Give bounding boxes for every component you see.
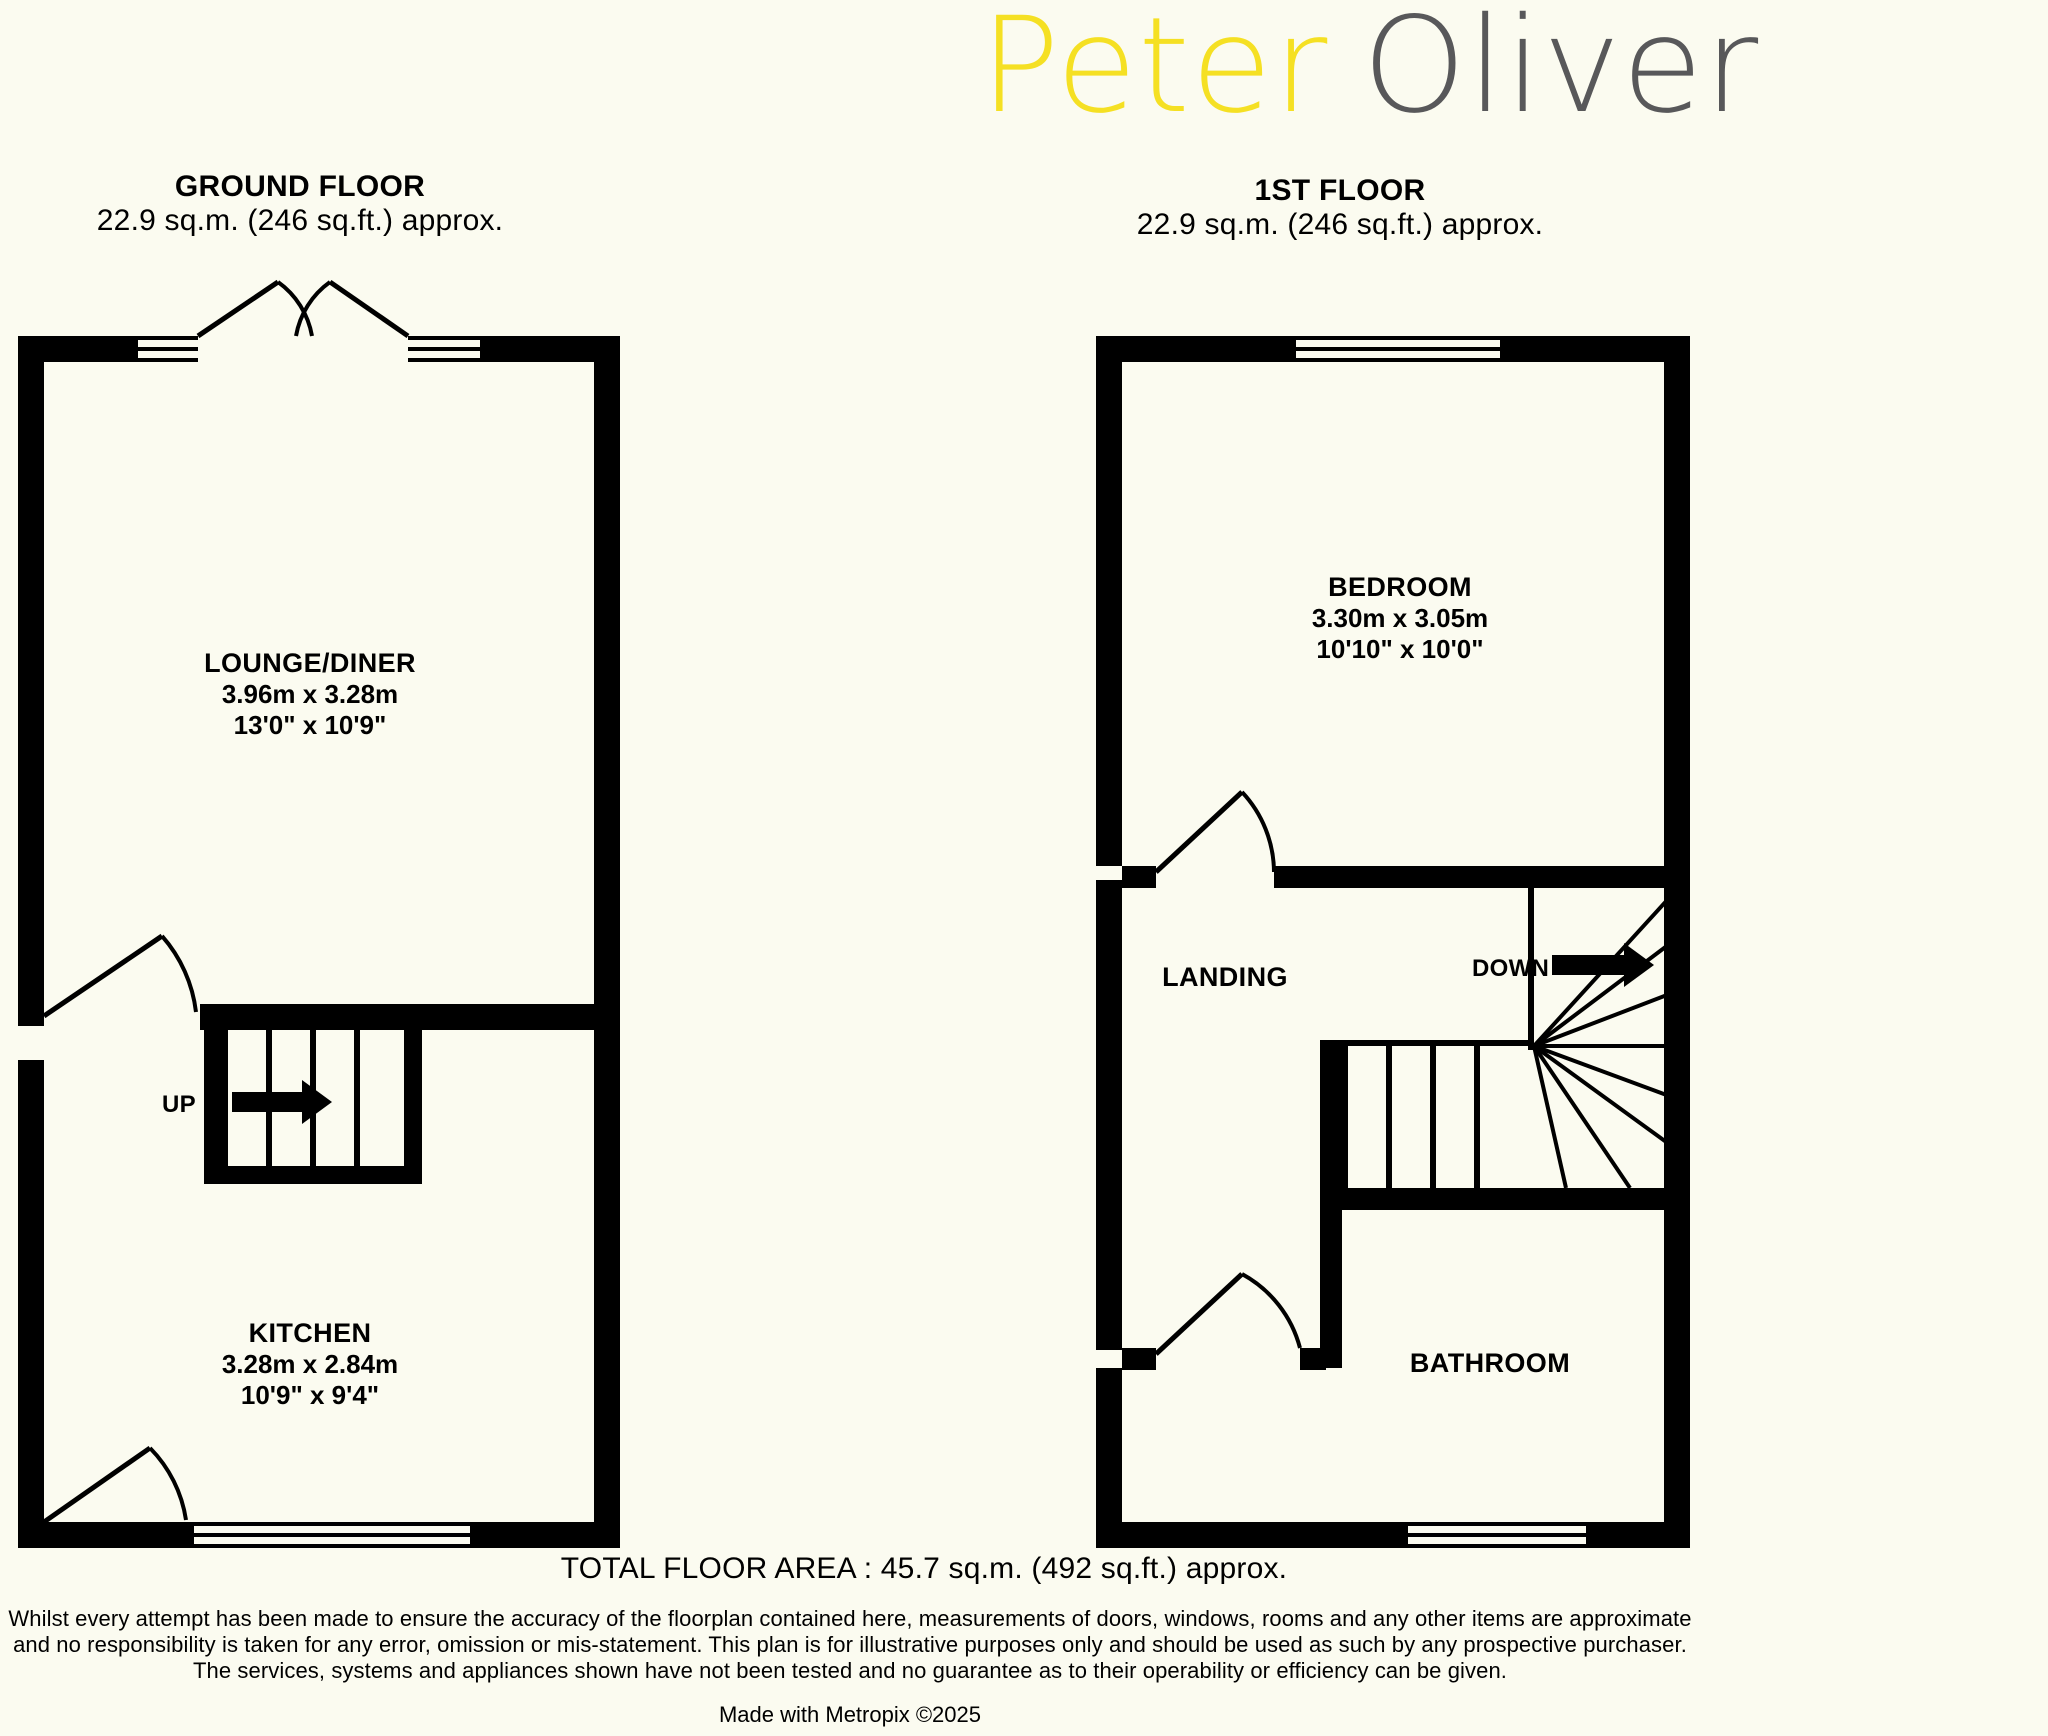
first-stair-landing-edge — [1320, 1040, 1534, 1046]
door-arc-bedroom — [1242, 792, 1274, 872]
room-label-kitchen — [100, 1318, 520, 1411]
first-stair-wall-bottom — [1320, 1188, 1680, 1210]
ground-stair-outline-left — [204, 1022, 222, 1184]
room-label-lounge-diner — [100, 648, 520, 741]
stair-winder-lines — [1534, 886, 1680, 1188]
room-name: BATHROOM — [1409, 1348, 1571, 1378]
ground-wall-bottom-left — [18, 1522, 194, 1548]
first-wall-bathroom-divider-left — [1122, 1348, 1156, 1370]
first-floor-title: 1ST FLOOR — [1254, 174, 1426, 207]
brand-second-word: Oliver — [1362, 0, 1760, 143]
door-leaf-lounge — [44, 936, 162, 1016]
door-arc-kitchen-back — [150, 1448, 186, 1520]
door-arc-ground-front-right — [296, 282, 330, 336]
ground-stair-tread-4 — [354, 1022, 360, 1166]
door-leaf-ground-front-right — [330, 282, 408, 336]
ground-wall-internal — [200, 1004, 594, 1030]
room-dimensions-metric: 3.30m x 3.05m — [1311, 603, 1489, 633]
first-stair-direction-label: DOWN — [1472, 955, 1550, 982]
first-stair-tread-a2 — [1386, 1040, 1392, 1188]
door-leaf-bedroom — [1156, 792, 1242, 872]
door-arc-bathroom — [1242, 1274, 1300, 1348]
room-name: KITCHEN — [248, 1318, 372, 1348]
room-label-bedroom — [1150, 572, 1650, 665]
ground-window-bottom — [194, 1522, 470, 1548]
first-stair-tread-a4 — [1474, 1040, 1480, 1188]
ground-wall-right — [594, 336, 620, 1548]
ground-floor-area: 22.9 sq.m. (246 sq.ft.) approx. — [96, 204, 504, 237]
ground-stair-tread-1 — [222, 1022, 228, 1166]
first-wall-top-right — [1500, 336, 1690, 362]
first-stair-tread-a1 — [1342, 1040, 1348, 1188]
first-wall-bathroom-vertical — [1320, 1188, 1342, 1368]
first-stair-wall-top — [1528, 880, 1678, 886]
room-dimensions-metric: 3.28m x 2.84m — [221, 1349, 399, 1379]
first-stair-tread-a3 — [1430, 1040, 1436, 1188]
first-window-bottom — [1408, 1522, 1586, 1548]
made-with-credit: Made with Metropix ©2025 — [718, 1702, 981, 1727]
first-floor-area: 22.9 sq.m. (246 sq.ft.) approx. — [1136, 208, 1544, 241]
ground-window-top-right — [408, 336, 480, 362]
door-arc-ground-front-left — [278, 282, 312, 336]
ground-wall-left-upper — [18, 336, 44, 1026]
ground-stair-outline-right — [404, 1022, 422, 1184]
ground-stair-arrow-shaft — [232, 1092, 302, 1112]
room-dimensions-metric: 3.96m x 3.28m — [221, 679, 399, 709]
total-floor-area: TOTAL FLOOR AREA : 45.7 sq.m. (492 sq.ft.) approx. — [560, 1552, 1288, 1585]
first-wall-bedroom-divider-left — [1122, 866, 1156, 888]
ground-stair-outline-bottom — [204, 1166, 422, 1184]
door-leaf-kitchen-back — [44, 1448, 150, 1522]
room-dimensions-imperial: 10'10" x 10'0" — [1316, 634, 1484, 664]
ground-stair-direction-label: UP — [162, 1091, 196, 1118]
first-wall-left-upper — [1096, 336, 1122, 866]
room-name: LANDING — [1162, 962, 1288, 992]
room-name: LOUNGE/DINER — [204, 648, 416, 678]
ground-wall-bottom-right — [470, 1522, 620, 1548]
first-window-top — [1296, 336, 1500, 362]
disclaimer-text: Whilst every attempt has been made to ensure the accuracy of the floorplan contained here, measurements of doors, windows, rooms and any other items are approximate and no responsibility is taken for any error, omission or mis-statement. This plan is for illustrative purposes only and should be used as such by any prospective purchaser. The services, systems and appliances shown have not been tested and no guarantee as to their operability or efficiency can be given. — [8, 1606, 1692, 1683]
room-dimensions-imperial: 13'0" x 10'9" — [233, 710, 387, 740]
first-wall-top-left — [1096, 336, 1296, 362]
door-arc-lounge — [162, 936, 196, 1012]
room-dimensions-imperial: 10'9" x 9'4" — [240, 1380, 380, 1410]
room-label-landing — [1060, 962, 1390, 993]
first-wall-left-middle — [1096, 880, 1122, 1350]
brand-logo — [980, 0, 2040, 146]
first-wall-left-lower — [1096, 1368, 1122, 1548]
first-wall-bottom-right — [1586, 1522, 1690, 1548]
ground-floor-title: GROUND FLOOR — [174, 170, 426, 203]
first-wall-bottom-left — [1096, 1522, 1408, 1548]
brand-first-word: Peter — [980, 0, 1329, 143]
door-leaf-bathroom — [1156, 1274, 1242, 1354]
ground-stair-arrow-head — [302, 1080, 332, 1124]
room-label-bathroom — [1330, 1348, 1650, 1379]
first-stair-arrow-shaft — [1552, 955, 1624, 975]
ground-window-top-left — [138, 336, 198, 362]
first-stair-wall-left — [1320, 1040, 1342, 1210]
first-wall-right — [1664, 336, 1690, 1548]
ground-wall-left-lower — [18, 1060, 44, 1548]
first-stair-arrow-head — [1624, 943, 1654, 987]
door-leaf-ground-front-left — [198, 282, 278, 336]
room-name: BEDROOM — [1328, 572, 1472, 602]
